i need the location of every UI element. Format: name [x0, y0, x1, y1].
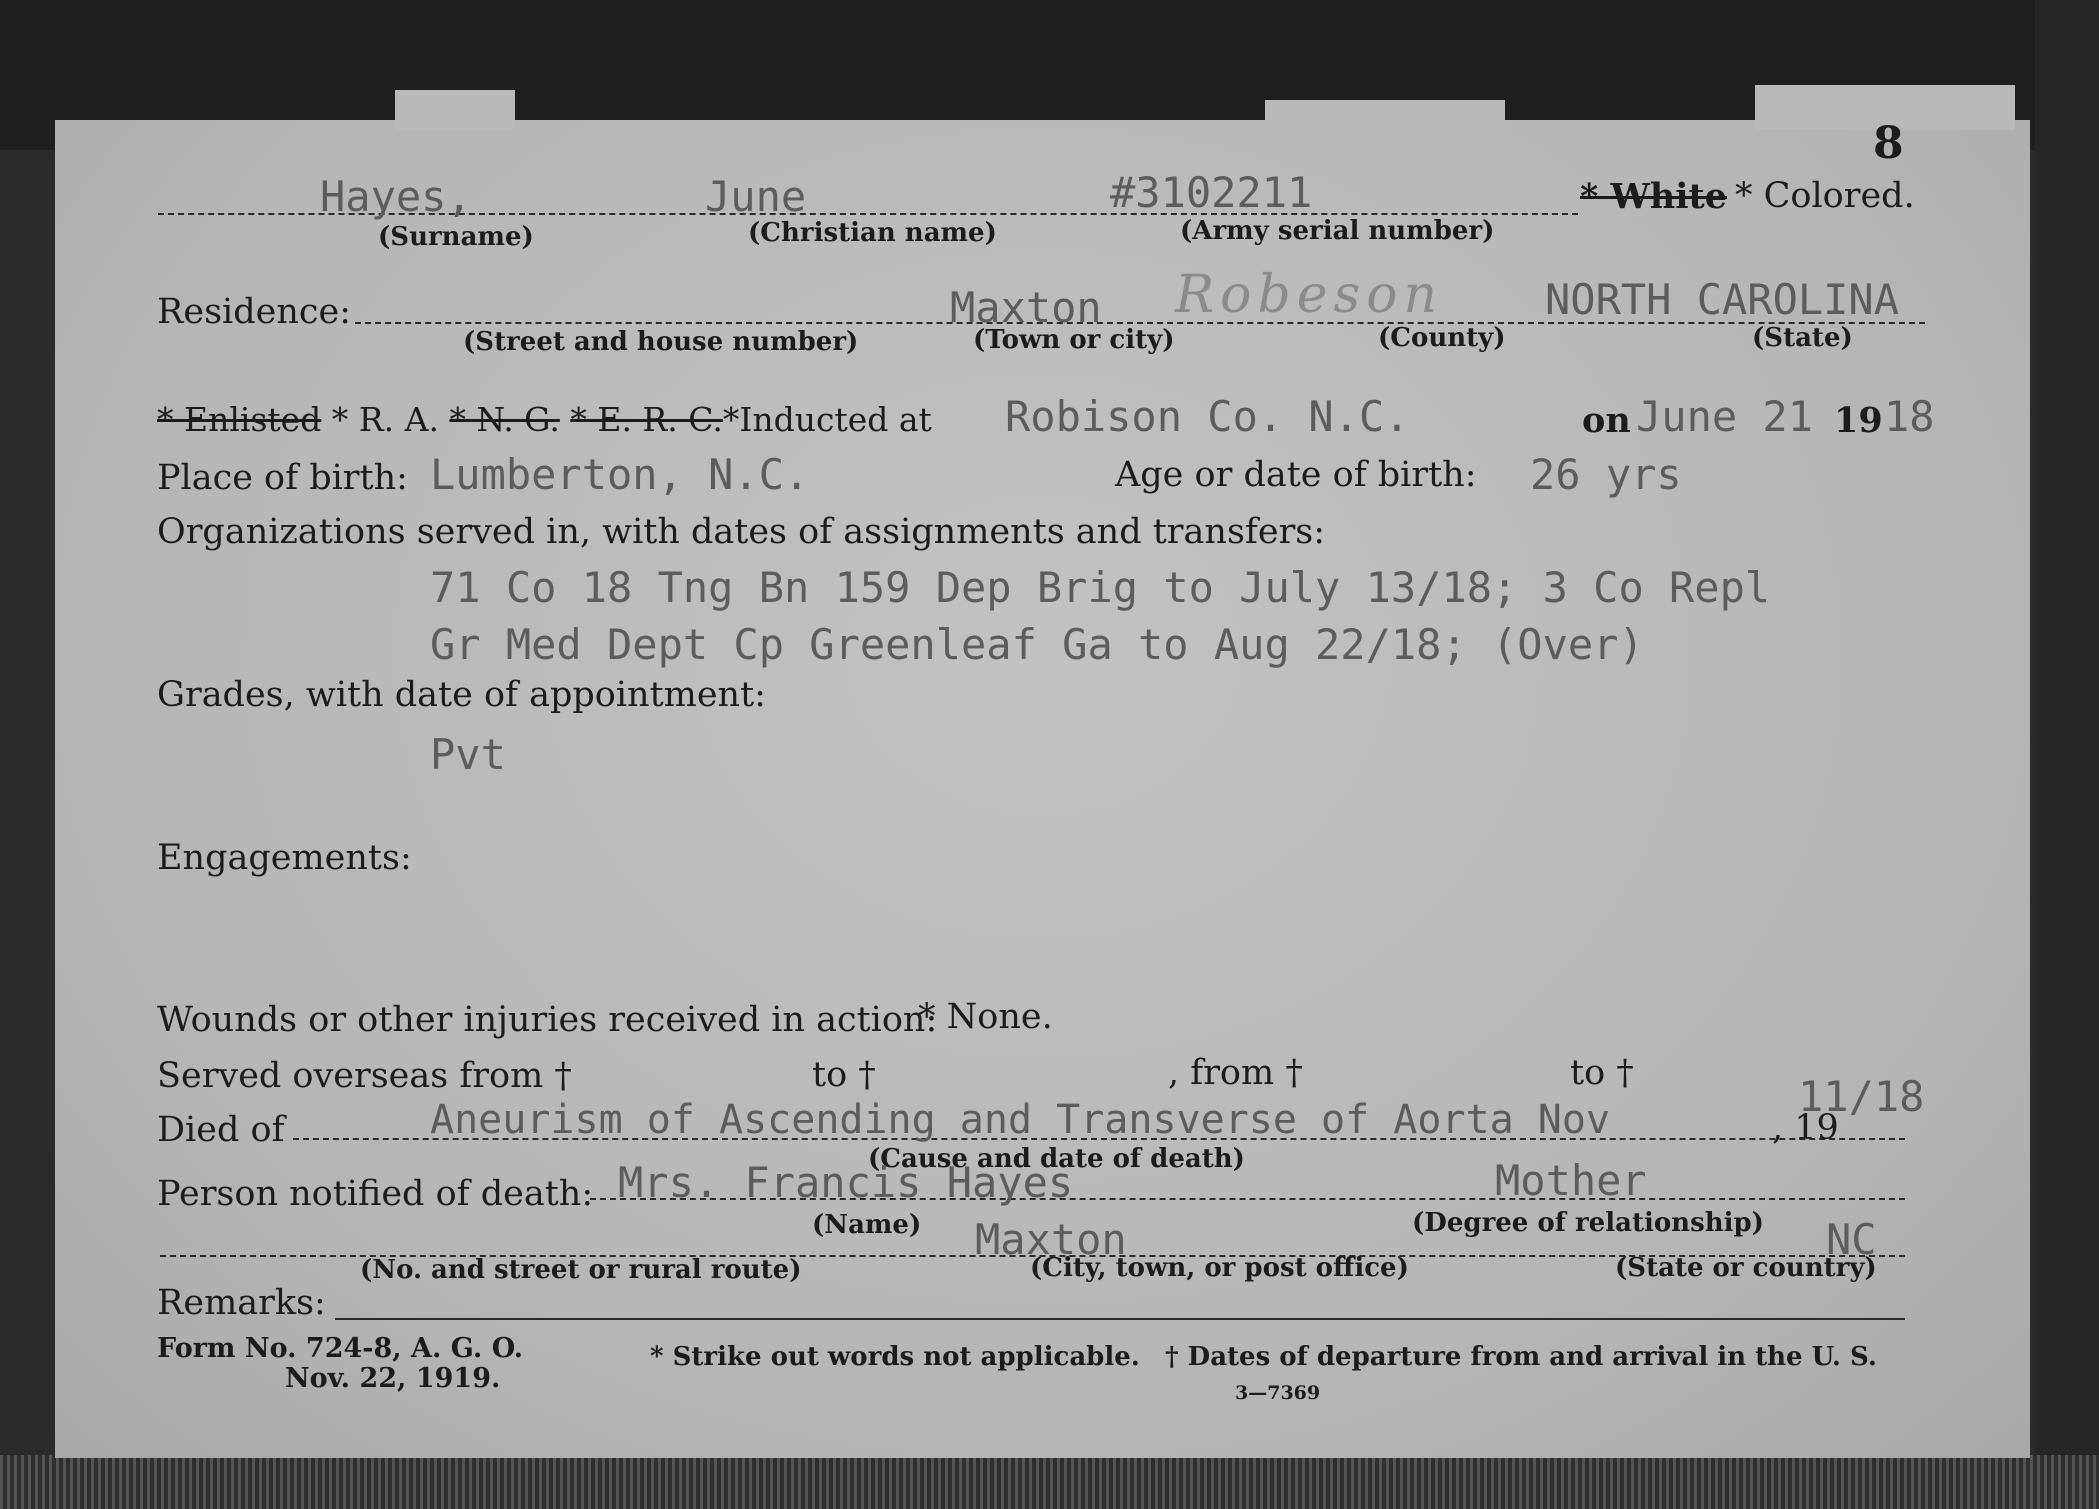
county-label: (County)	[1378, 323, 1506, 353]
street-label: (Street and house number)	[463, 327, 859, 357]
death-year-prefix: , 19	[1772, 1108, 1839, 1148]
induction-on-label: on	[1582, 400, 1631, 441]
wounds-value: * None.	[918, 997, 1053, 1037]
remarks-label: Remarks:	[157, 1283, 326, 1323]
city-label: (City, town, or post office)	[1030, 1253, 1409, 1283]
induction-row: * Enlisted * R. A. * N. G. * E. R. C.*Inducted at	[157, 400, 932, 439]
card-number: 8	[1873, 118, 1904, 169]
induction-year-value: 18	[1884, 392, 1935, 441]
surname-label: (Surname)	[378, 222, 534, 252]
notified-name-label: (Name)	[812, 1210, 922, 1240]
street-route-label: (No. and street or rural route)	[360, 1255, 802, 1285]
grades-label: Grades, with date of appointment:	[157, 675, 766, 715]
state-value: NORTH CAROLINA	[1545, 275, 1900, 324]
card-tab	[1265, 100, 1505, 130]
town-value: Maxton	[950, 283, 1102, 332]
notified-name-value: Mrs. Francis Hayes	[618, 1158, 1074, 1207]
dates-note: † Dates of departure from and arrival in the U. S.	[1165, 1342, 1877, 1372]
death-cause-value: Aneurism of Ascending and Transverse of Aorta Nov	[430, 1097, 1611, 1143]
serial-number-value: #3102211	[1110, 168, 1313, 217]
print-code: 3—7369	[1235, 1382, 1321, 1404]
county-value: Robeson	[1175, 265, 1444, 325]
relationship-label: (Degree of relationship)	[1412, 1208, 1764, 1238]
wounds-label: Wounds or other injuries received in action:	[157, 1000, 938, 1040]
age-value: 26 yrs	[1530, 450, 1682, 499]
christian-name-value: June	[705, 172, 807, 221]
overseas-to-1: to †	[812, 1055, 876, 1095]
induction-date-value: June 21	[1636, 392, 1814, 441]
induction-year-prefix: 19	[1834, 400, 1883, 441]
notified-state-value: NC	[1826, 1215, 1877, 1264]
died-of-label: Died of	[157, 1110, 285, 1150]
remarks-line	[335, 1318, 1905, 1320]
christian-name-label: (Christian name)	[748, 218, 997, 248]
state-country-label: (State or country)	[1615, 1253, 1877, 1283]
form-date: Nov. 22, 1919.	[285, 1363, 501, 1394]
overseas-to-2: to †	[1570, 1053, 1634, 1093]
residence-label: Residence:	[157, 292, 351, 332]
strike-note: * Strike out words not applicable.	[650, 1342, 1140, 1372]
overseas-from-1: Served overseas from †	[157, 1056, 572, 1096]
engagements-label: Engagements:	[157, 838, 412, 878]
organizations-label: Organizations served in, with dates of assignments and transfers:	[157, 512, 1326, 552]
death-date-value: 11/18	[1798, 1072, 1925, 1121]
inducted-at-value: Robison Co. N.C.	[1005, 392, 1410, 441]
notified-city-value: Maxton	[975, 1215, 1127, 1264]
birthplace-label: Place of birth:	[157, 458, 408, 498]
notified-label: Person notified of death:	[157, 1174, 594, 1214]
background-right	[2035, 0, 2099, 1509]
surname-value: Hayes,	[320, 172, 472, 221]
overseas-from-2: , from †	[1168, 1053, 1303, 1093]
organizations-line-1: 71 Co 18 Tng Bn 159 Dep Brig to July 13/18; 3 Co Repl	[430, 563, 1771, 612]
town-label: (Town or city)	[973, 325, 1175, 355]
birthplace-value: Lumberton, N.C.	[430, 450, 810, 499]
grades-value: Pvt	[430, 730, 506, 779]
state-label: (State)	[1752, 323, 1853, 353]
death-cause-label: (Cause and date of death)	[868, 1144, 1245, 1174]
colored-option: * Colored.	[1735, 176, 1915, 216]
card-tab	[395, 90, 515, 130]
organizations-line-2: Gr Med Dept Cp Greenleaf Ga to Aug 22/18; (Over)	[430, 620, 1644, 669]
background-bottom	[0, 1455, 2099, 1509]
relationship-value: Mother	[1495, 1156, 1647, 1205]
form-number: Form No. 724-8, A. G. O.	[157, 1333, 524, 1364]
serial-number-label: (Army serial number)	[1180, 216, 1495, 246]
white-option: * White	[1580, 176, 1727, 217]
age-label: Age or date of birth:	[1115, 455, 1477, 495]
